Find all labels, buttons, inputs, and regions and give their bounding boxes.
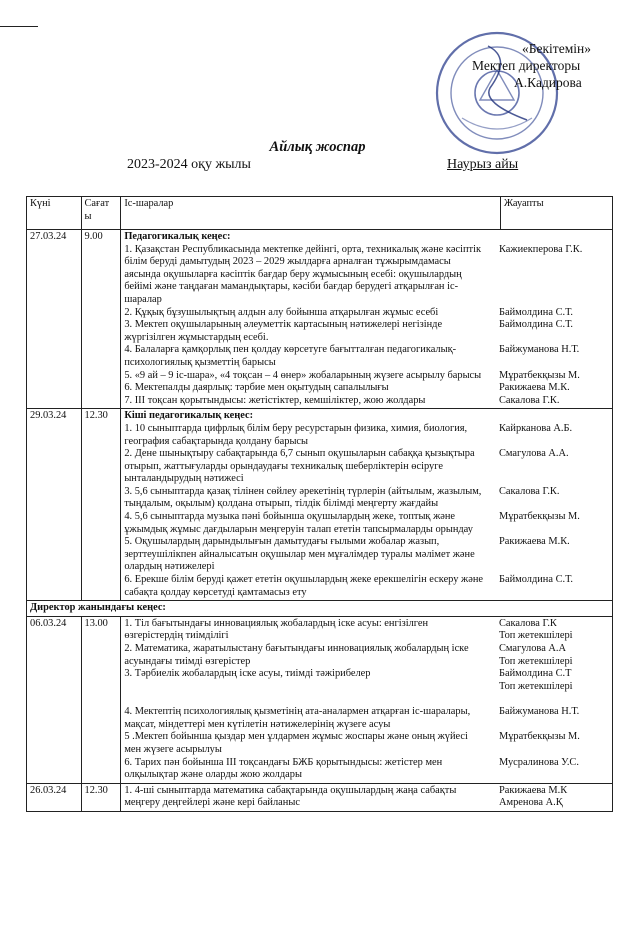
director-council-row	[27, 601, 613, 617]
responsible-name: Мусралинова У.С.	[499, 756, 579, 768]
list-item: 7. ІІІ тоқсан қорытындысы: жетістіктер, кемшіліктер, жою жолдары Сакалова Г.К.	[124, 395, 609, 408]
list-item: 5 .Мектеп бойынша қыздар мен ұлдармен жұмыс жоспары және оның жүйесі мен жүзеге асырылуы Мұратбекқызы М.	[124, 731, 609, 756]
responsible-name: Смагулова А.А Топ жетекшілері	[499, 643, 573, 667]
responsible-name: Ракижаева М.К.	[499, 382, 570, 394]
list-item: 5. «9 ай – 9 іс-шара», «4 тоқсан – 4 өнер» жобаларының жүзеге асырылу барысы Мұратбекқызы М.	[124, 370, 609, 383]
row-date: 06.03.24	[27, 616, 82, 783]
responsible-name: Кажиекперова Г.К.	[499, 243, 583, 255]
list-item: 6. Мектепалды даярлық: тәрбие мен оқытудың сапалылығы Ракижаева М.К.	[124, 382, 609, 395]
academic-year: 2023-2024 оқу жылы	[127, 157, 251, 172]
row-date: 29.03.24	[27, 409, 82, 601]
responsible-name: Байжуманова Н.Т.	[499, 344, 580, 356]
approval-block	[470, 40, 630, 91]
responsible-name: Сакалова Г.К.	[499, 394, 560, 406]
list-item: 4. Мектептің психологиялық қызметінің ата-аналармен атқарған іс-шаралары, мақсат, міндеттері мен күтілетін нәтижелерінің жүзеге асуы Байжуманова Н.Т.	[124, 706, 609, 731]
list-item: 1. 10 сыныптарда цифрлық білім беру ресурстарын физика, химия, биология, география сабақтарында қолдану барысы Кайрканова А.Б.	[124, 423, 609, 448]
row-content	[121, 230, 613, 409]
list-item: 2. Дене шынықтыру сабақтарында 6,7 сынып оқушыларын сабаққа қызықтыра отырып, жаттығуларды орындаудағы техникалық шеберліктерін өсіруге ынталандырудың нәтижесі Смагулова А.А.	[124, 448, 609, 486]
director-council-heading: Директор жанындағы кеңес:	[27, 601, 613, 617]
list-item: 6. Ерекше білім беруді қажет ететін оқушылардың жеке ерекшелігін ескеру және сабақта қолдау көрсетуді қамтамасыз ету Баймолдина С.Т.	[124, 574, 609, 599]
responsible-name: Мұратбекқызы М.	[499, 511, 580, 523]
row-time: 12.30	[81, 783, 121, 811]
header-date: Күні	[27, 197, 82, 230]
row-time: 13.00	[81, 616, 121, 783]
row-time: 12.30	[81, 409, 121, 601]
top-edge-mark	[0, 26, 38, 27]
table-row	[27, 230, 613, 409]
table-header-row	[27, 197, 613, 230]
responsible-name: Баймолдина С.Т.	[499, 574, 574, 586]
responsible-name: Кайрканова А.Б.	[499, 422, 573, 434]
row-content	[121, 409, 613, 601]
section-heading: Кіші педагогикалық кеңес:	[124, 410, 254, 422]
row-date: 27.03.24	[27, 230, 82, 409]
responsible-name: Ракижаева М.К.	[499, 536, 570, 548]
list-item: 4. 5,6 сыныптарда музыка пәні бойынша оқушылардың жеке, топтық және ұжымдық жұмыс дағдыларын меңгеруін талап ететін тапсырмаларды орындау Мұратбекқызы М.	[124, 511, 609, 536]
responsible-name: Байжуманова Н.Т.	[499, 706, 580, 718]
plan-table	[26, 196, 613, 812]
table-row	[27, 783, 613, 811]
header-time: Сағат ы	[81, 197, 121, 230]
list-item: 1. 4-ші сыныптарда математика сабақтарында оқушылардың жаңа сабақты меңгеру деңгейлері және кері байланыс Ракижаева М.К Амренова А.Қ	[124, 785, 609, 810]
row-date: 26.03.24	[27, 783, 82, 811]
row-time: 9.00	[81, 230, 121, 409]
row-content	[121, 783, 613, 811]
responsible-name: Сакалова Г.К Топ жетекшілері	[499, 617, 573, 642]
list-item: 3. Мектеп оқушыларының әлеуметтік картасының нәтижелері негізінде жүргізілген жұмыстардың есебі. Баймолдина С.Т.	[124, 319, 609, 344]
list-item: 1. Тіл бағытындағы инновациялық жобалардың іске асуы: енгізілген өзгерістердің тиімділігі Сакалова Г.К Топ жетекшілері	[124, 618, 609, 643]
responsible-name: Мұратбекқызы М.	[499, 369, 580, 381]
responsible-name: Баймолдина С.Т.	[499, 306, 574, 318]
approval-line-2: Мектеп директоры	[472, 58, 581, 73]
row-content	[121, 616, 613, 783]
month-label: Наурыз айы	[447, 157, 519, 172]
list-item: 3. Тәрбиелік жобалардың іске асуы, тиімді тәжірибелер Баймолдина С.Т Топ жетекшілері	[124, 668, 609, 706]
header-responsible: Жауапты	[500, 197, 612, 230]
list-item: 2. Құқық бұзушылықтың алдын алу бойынша атқарылған жұмыс есебі Баймолдина С.Т.	[124, 307, 609, 320]
list-item: 1. Қазақстан Республикасында мектепке дейінгі, орта, техникалық және кәсіптік білім беруді дамытудың 2023 – 2029 жылдарға арналған тұжырымдамасы аясында оқушыларға кәсіптік бағдар беру жұмысының есебі: оқушылардың бейімі және таңдаған мамандықтары, кәсіби бағдар берудегі атқарылған іс-шаралар Кажиекперова Г.К.	[124, 244, 609, 307]
list-item: 3. 5,6 сыныптарда қазақ тілінен сөйлеу әрекетінің түрлерін (айтылым, жазылым, тыңдалым, оқылым) қолдана отырып, тілдік білімді меңгерту жағдайы Сакалова Г.К.	[124, 486, 609, 511]
responsible-name: Баймолдина С.Т Топ жетекшілері	[499, 668, 573, 692]
responsible-name: Баймолдина С.Т.	[499, 319, 574, 331]
table-row	[27, 409, 613, 601]
section-heading: Педагогикалық кеңес:	[124, 231, 231, 242]
list-item: 2. Математика, жаратылыстану бағытындағы инновациялық жобалардың іске асуындағы тиімді өзгерістер Смагулова А.А Топ жетекшілері	[124, 643, 609, 668]
responsible-name: Ракижаева М.К Амренова А.Қ	[499, 784, 568, 809]
responsible-name: Смагулова А.А.	[499, 448, 569, 460]
header-events: Іс-шаралар	[121, 197, 500, 230]
list-item: 5. Оқушылардың дарындылығын дамытудағы ғылыми жобалар жазып, зерттеушілікпен айналысатын оқушылар мен мұғалімдер туралы мәлімет және олардың нәтижелері Ракижаева М.К.	[124, 536, 609, 574]
list-item: 6. Тарих пән бойынша ІІІ тоқсандағы БЖБ қорытындысы: жетістер мен олқылықтар және оларды жою жолдары Мусралинова У.С.	[124, 757, 609, 782]
responsible-name: Сакалова Г.К.	[499, 485, 560, 497]
list-item: 4. Балаларға қамқорлық пен қолдау көрсетуге бағытталған педагогикалық-психологиялық қызметтің барысы Байжуманова Н.Т.	[124, 344, 609, 369]
approval-line-3: А.Кадирова	[514, 75, 582, 90]
approval-line-1: «Бекітемін»	[522, 41, 591, 56]
responsible-name: Мұратбекқызы М.	[499, 731, 580, 743]
page-title: Айлық жоспар	[269, 139, 366, 155]
table-row	[27, 616, 613, 783]
